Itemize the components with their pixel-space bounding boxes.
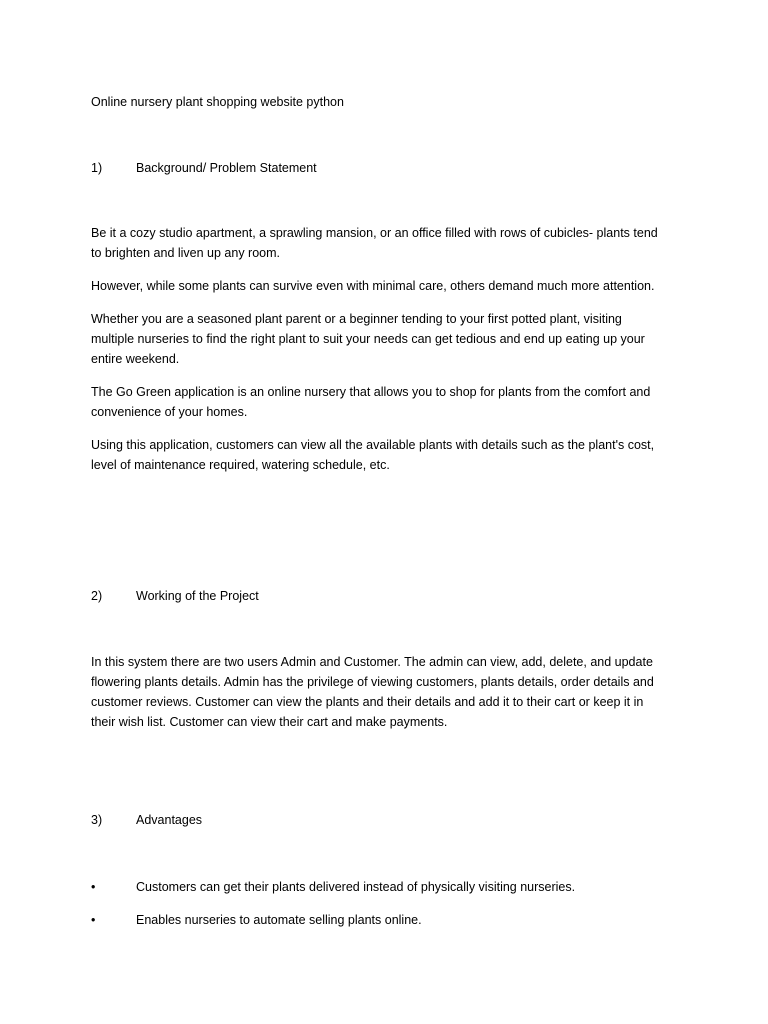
paragraph-line: In this system there are two users Admin and Customer. The admin can view, add, delete, and update (91, 655, 653, 669)
paragraph-line: entire weekend. (91, 352, 180, 366)
section-2-number: 2) (91, 589, 103, 603)
paragraph-line: Be it a cozy studio apartment, a sprawling mansion, or an office filled with rows of cubicles- plants tend (91, 226, 658, 240)
bullet-symbol: • (91, 913, 96, 927)
section-3-heading: Advantages (136, 813, 203, 827)
paragraph-line: flowering plants details. Admin has the privilege of viewing customers, plants details, order details and (91, 675, 654, 689)
paragraph-line: multiple nurseries to find the right plant to suit your needs can get tedious and end up eating up your (91, 332, 645, 346)
paragraph-line: The Go Green application is an online nursery that allows you to shop for plants from the comfort and (91, 385, 651, 399)
paragraph-line: convenience of your homes. (91, 405, 248, 419)
section-1-heading: Background/ Problem Statement (136, 161, 317, 175)
paragraph-line: level of maintenance required, watering schedule, etc. (91, 458, 390, 472)
section-2-heading: Working of the Project (136, 589, 259, 603)
paragraph-line: to brighten and liven up any room. (91, 246, 281, 260)
bullet-item: Customers can get their plants delivered instead of physically visiting nurseries. (136, 880, 576, 894)
paragraph-line: their wish list. Customer can view their cart and make payments. (91, 715, 448, 729)
paragraph-line: Whether you are a seasoned plant parent or a beginner tending to your first potted plant, visiting (91, 312, 622, 326)
paragraph-line: Using this application, customers can view all the available plants with details such as the plant's cost, (91, 438, 655, 452)
document-title: Online nursery plant shopping website python (91, 95, 344, 109)
paragraph-line: However, while some plants can survive even with minimal care, others demand much more attention. (91, 279, 655, 293)
section-1-number: 1) (91, 161, 103, 175)
section-3-number: 3) (91, 813, 103, 827)
bullet-item: Enables nurseries to automate selling plants online. (136, 913, 422, 927)
bullet-symbol: • (91, 880, 96, 894)
paragraph-line: customer reviews. Customer can view the plants and their details and add it to their cart or keep it in (91, 695, 644, 709)
